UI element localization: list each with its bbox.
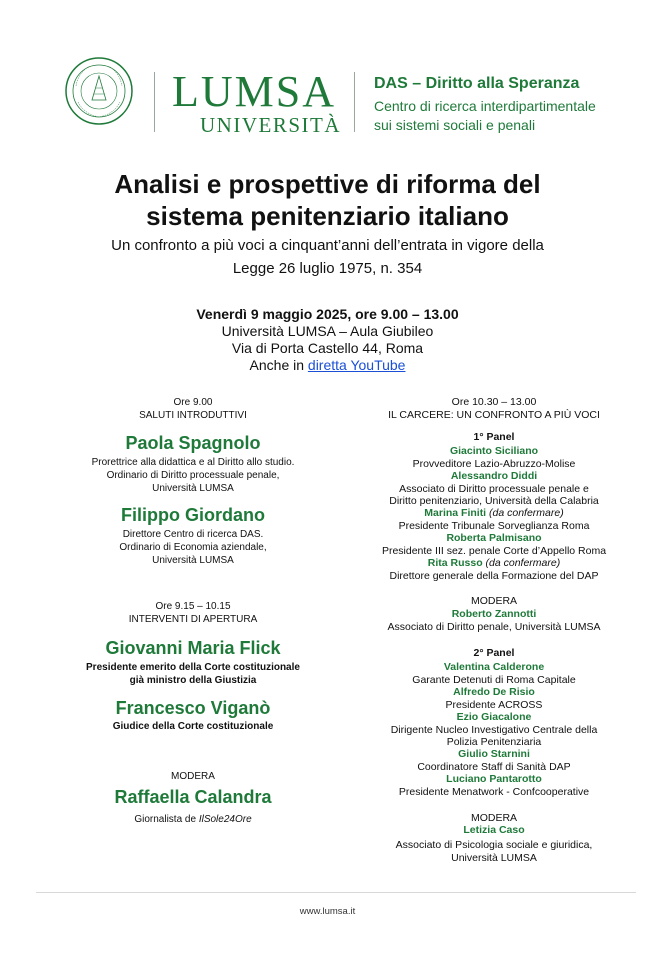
das-title: DAS – Diritto alla Speranza xyxy=(374,75,580,92)
panelist-role: Presidente Menatwork - Confcooperative xyxy=(398,786,590,798)
university-seal-icon xyxy=(64,56,134,126)
panelist-name: Roberta Palmisano xyxy=(446,532,542,544)
panelist-name: Giulio Starnini xyxy=(458,748,530,760)
event-title-line1: Analisi e prospettive di riforma del xyxy=(114,169,541,199)
lumsa-logo-word: LUMSA xyxy=(172,67,337,116)
panel2-heading: 2° Panel xyxy=(473,647,515,659)
speaker-role-line: Università LUMSA xyxy=(152,555,234,566)
speaker-role-line xyxy=(28,813,358,826)
event-streaming xyxy=(0,357,655,374)
panelist-name-line xyxy=(344,557,644,569)
moderator-label: MODERA xyxy=(470,812,518,824)
panelist-name: Luciano Pantarotto xyxy=(446,773,542,785)
speaker-role-line: Giudice della Corte costituzionale xyxy=(112,721,274,732)
footer-url: www.lumsa.it xyxy=(299,906,356,917)
speaker-role-line: Università LUMSA xyxy=(152,483,234,494)
panelist-name: Valentina Calderone xyxy=(443,661,545,673)
event-date: Venerdì 9 maggio 2025, ore 9.00 – 13.00 xyxy=(196,306,459,322)
moderator-name: Roberto Zannotti xyxy=(451,608,537,620)
journalist-prefix: Giornalista de xyxy=(134,814,199,825)
speaker-name-spagnolo: Paola Spagnolo xyxy=(125,433,261,453)
panelist-name: Marina Finiti xyxy=(424,507,487,519)
panelist-note: (da confermare) xyxy=(489,507,564,519)
moderator-label: MODERA xyxy=(470,595,518,607)
panelist-role: Presidente ACROSS xyxy=(445,699,543,711)
panelist-role: Presidente III sez. penale Corte d’Appello Roma xyxy=(381,545,607,557)
header-divider xyxy=(154,72,155,132)
panelist-role: Coordinatore Staff di Sanità DAP xyxy=(417,761,571,773)
newspaper-name: IlSole24Ore xyxy=(198,814,252,825)
panelist-role: Dirigente Nucleo Investigativo Centrale della xyxy=(390,724,598,736)
lumsa-logo-sub: UNIVERSITÀ xyxy=(200,113,341,137)
speaker-role-line: già ministro della Giustizia xyxy=(129,675,257,686)
session3-title: IL CARCERE: UN CONFRONTO A PIÙ VOCI xyxy=(388,409,600,421)
event-title-line2: sistema penitenziario italiano xyxy=(146,201,509,231)
panelist-role: Diritto penitenziario, Università della Calabria xyxy=(389,495,599,507)
moderator-label: MODERA xyxy=(171,771,215,782)
speaker-name-flick: Giovanni Maria Flick xyxy=(105,638,281,658)
streaming-prefix: Anche in xyxy=(249,357,308,373)
panelist-note: (da confermare) xyxy=(485,557,561,569)
speaker-name-calandra: Raffaella Calandra xyxy=(114,787,272,807)
panelist-role: Associato di Diritto processuale penale e xyxy=(399,483,589,495)
speaker-role-line: Prorettrice alla didattica e al Diritto allo studio. xyxy=(91,457,295,468)
session1-time: Ore 9.00 xyxy=(173,397,213,408)
panelist-name: Giacinto Siciliano xyxy=(449,445,539,457)
session3-time: Ore 10.30 – 13.00 xyxy=(451,396,537,408)
youtube-link[interactable]: diretta YouTube xyxy=(307,357,406,373)
panelist-name: Ezio Giacalone xyxy=(456,711,532,723)
panel1-heading: 1° Panel xyxy=(473,431,515,443)
speaker-name-giordano: Filippo Giordano xyxy=(121,505,265,525)
event-venue: Università LUMSA – Aula Giubileo xyxy=(221,323,434,339)
panelist-name-line xyxy=(344,507,644,519)
das-subtitle-line2: sui sistemi sociali e penali xyxy=(374,117,536,133)
event-subtitle-line2: Legge 26 luglio 1975, n. 354 xyxy=(232,260,423,277)
moderator-role: Associato di Diritto penale, Università LUMSA xyxy=(387,621,601,633)
moderator-role: Università LUMSA xyxy=(451,852,537,864)
panelist-role: Provveditore Lazio-Abruzzo-Molise xyxy=(412,458,576,470)
moderator-name: Letizia Caso xyxy=(463,824,525,836)
event-subtitle-line1: Un confronto a più voci a cinquant’anni dell’entrata in vigore della xyxy=(111,237,544,254)
speaker-role-line: Direttore Centro di ricerca DAS. xyxy=(122,529,264,540)
panelist-name: Alessandro Diddi xyxy=(450,470,538,482)
panelist-role: Polizia Penitenziaria xyxy=(446,736,542,748)
footer-divider xyxy=(36,892,636,893)
panelist-role: Direttore generale della Formazione del DAP xyxy=(389,570,599,582)
speaker-role-line: Presidente emerito della Corte costituzionale xyxy=(86,662,300,673)
session1-title: SALUTI INTRODUTTIVI xyxy=(139,410,247,421)
panelist-role: Garante Detenuti di Roma Capitale xyxy=(412,674,576,686)
speaker-role-line: Ordinario di Economia aziendale, xyxy=(119,542,267,553)
das-subtitle-line1: Centro di ricerca interdipartimentale xyxy=(374,98,596,114)
panelist-name: Alfredo De Risio xyxy=(453,686,535,698)
moderator-role: Associato di Psicologia sociale e giuridica, xyxy=(395,839,593,851)
session2-title: INTERVENTI DI APERTURA xyxy=(128,614,258,625)
speaker-role-line: Ordinario di Diritto processuale penale, xyxy=(106,470,280,481)
header-divider-2 xyxy=(354,72,355,132)
speaker-name-vigano: Francesco Viganò xyxy=(115,698,271,718)
panelist-role: Presidente Tribunale Sorveglianza Roma xyxy=(398,520,590,532)
panelist-name: Rita Russo xyxy=(427,557,483,569)
session2-time: Ore 9.15 – 10.15 xyxy=(155,601,231,612)
event-address: Via di Porta Castello 44, Roma xyxy=(231,340,424,356)
